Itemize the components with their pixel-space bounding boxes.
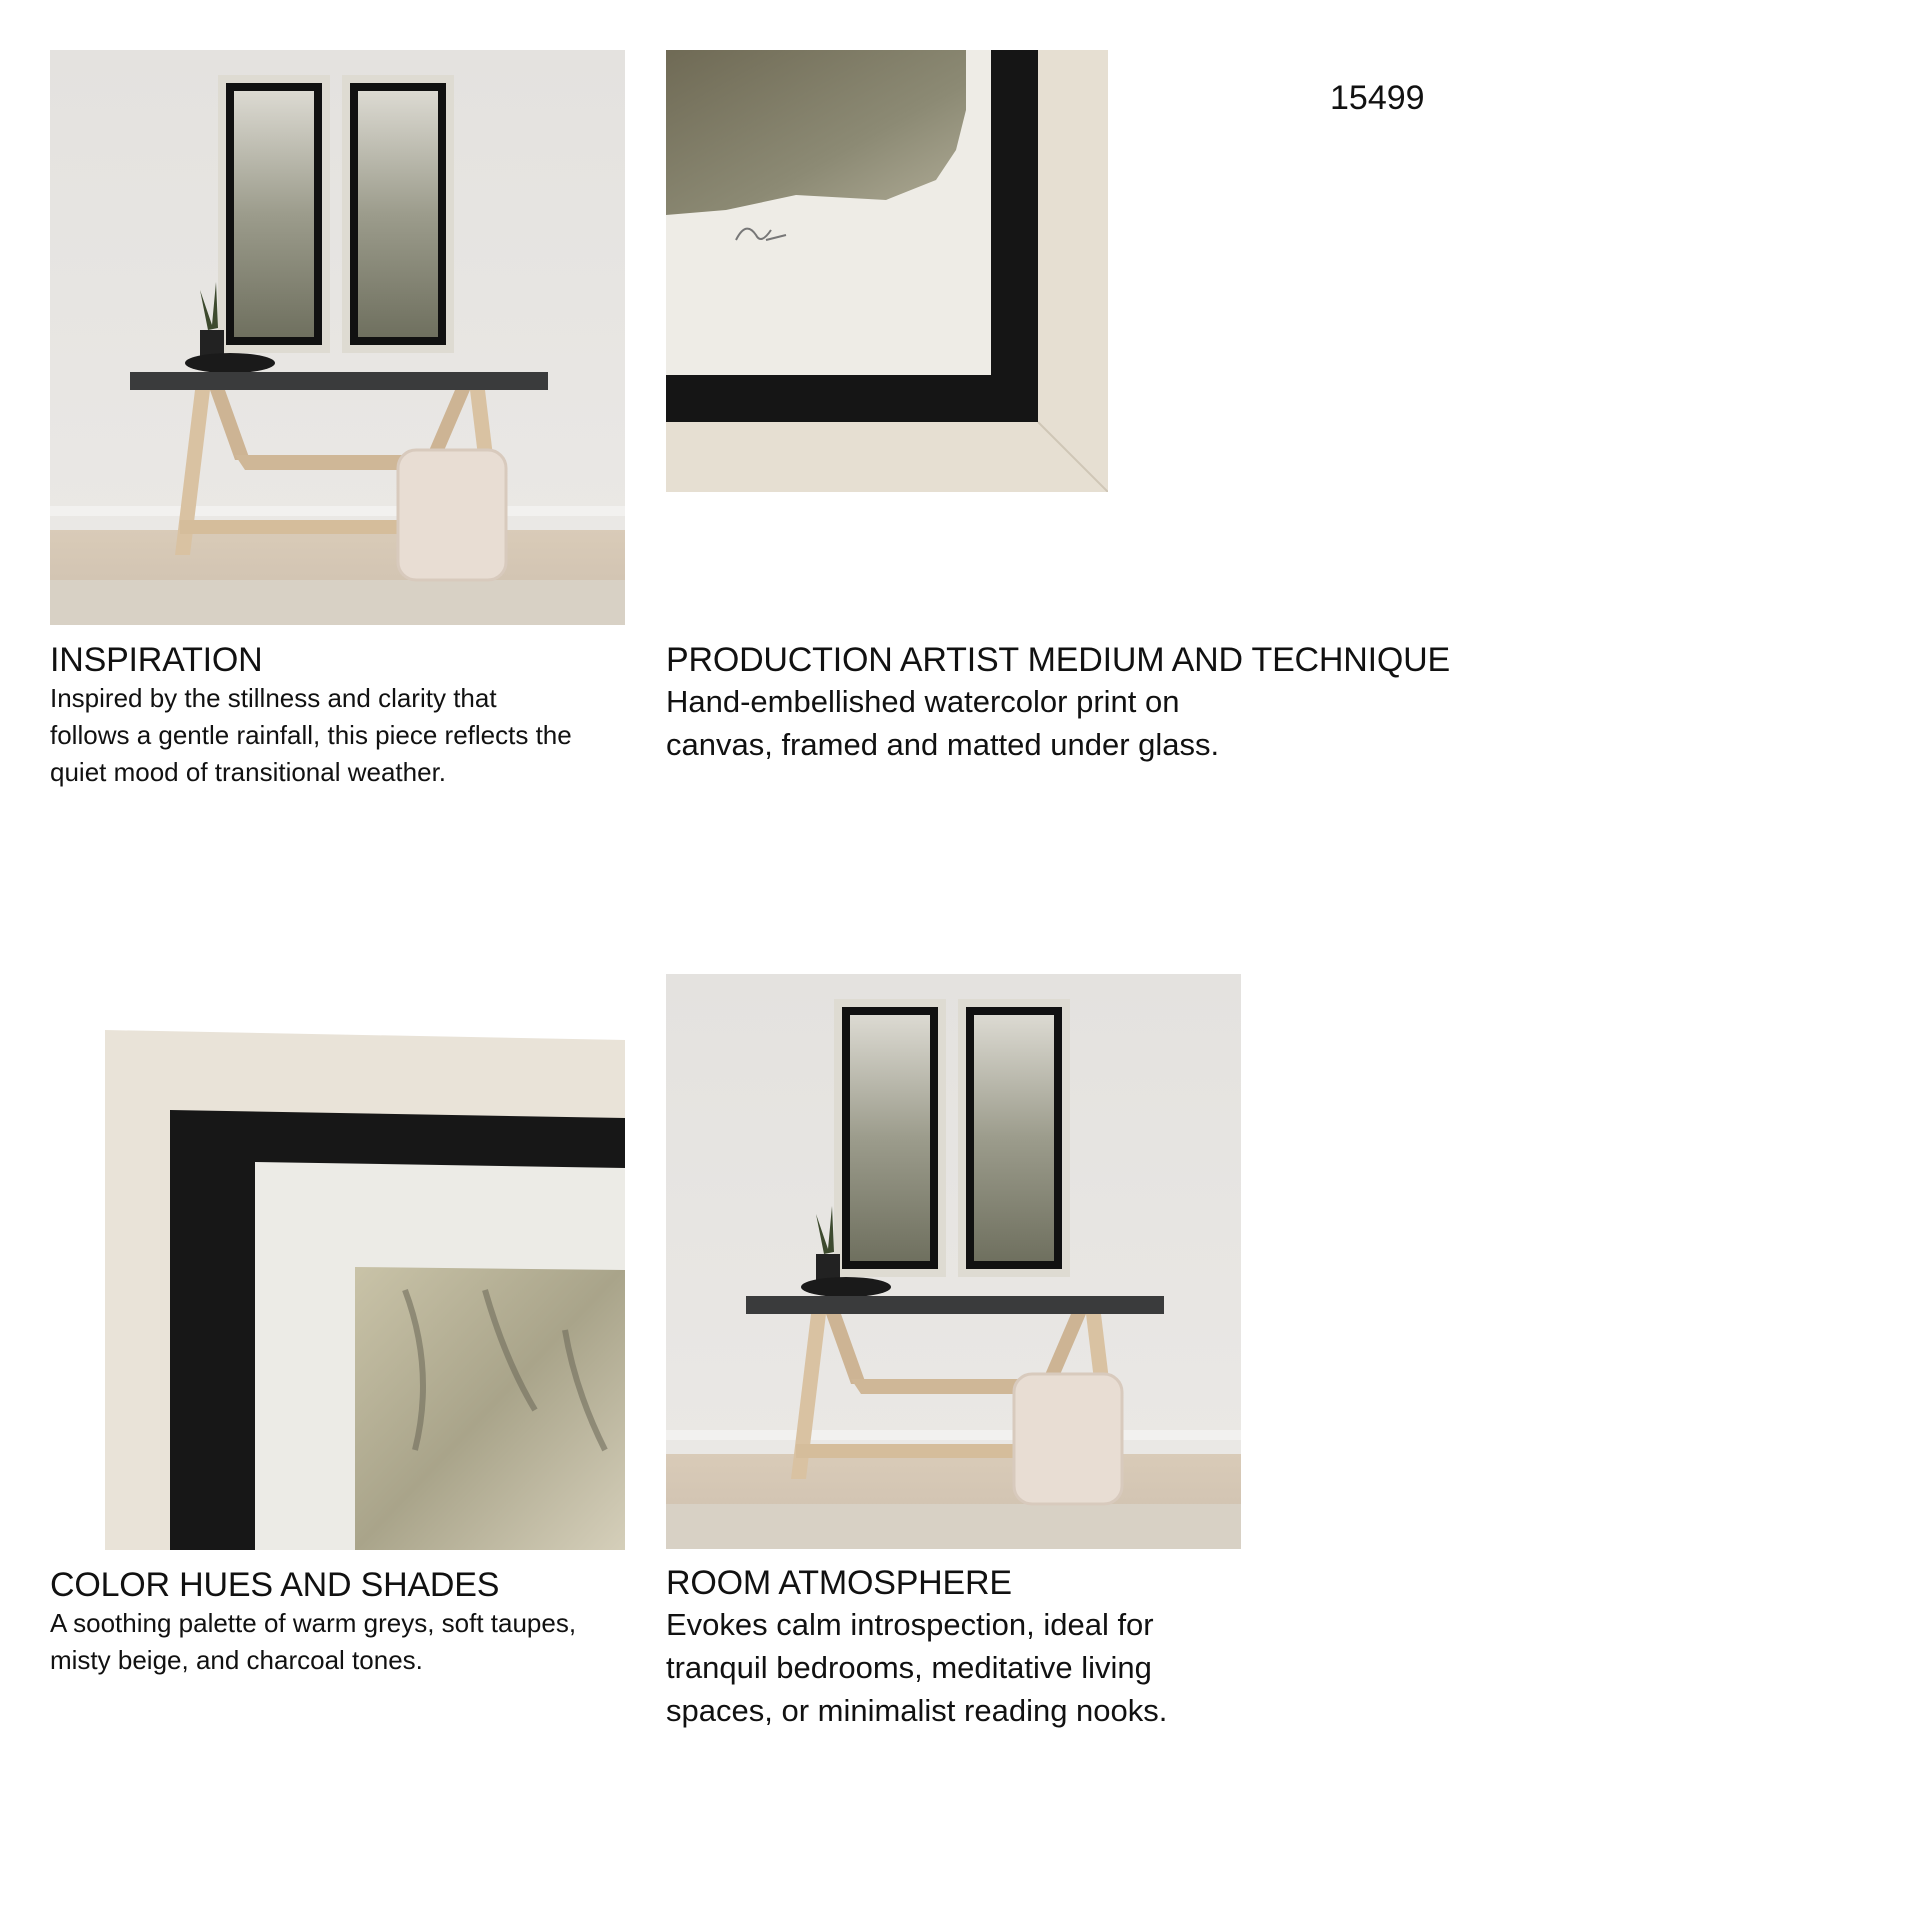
room-scene-photo <box>50 50 625 625</box>
room-scene-photo-2 <box>666 974 1241 1549</box>
inspiration-heading: INSPIRATION <box>50 641 263 679</box>
color-line-2: misty beige, and charcoal tones. <box>50 1645 423 1675</box>
frame-color-detail-photo <box>105 1030 625 1550</box>
room-heading: ROOM ATMOSPHERE <box>666 1564 1012 1602</box>
inspiration-line-3: quiet mood of transitional weather. <box>50 757 447 787</box>
color-line-1: A soothing palette of warm greys, soft taupes, <box>50 1608 577 1638</box>
production-line-2: canvas, framed and matted under glass. <box>666 727 1220 762</box>
production-line-1: Hand-embellished watercolor print on <box>666 684 1180 719</box>
inspiration-line-2: follows a gentle rainfall, this piece reflects the <box>50 720 572 750</box>
sku-number: 15499 <box>1330 79 1425 117</box>
inspiration-line-1: Inspired by the stillness and clarity that <box>50 683 497 713</box>
room-line-2: tranquil bedrooms, meditative living <box>666 1650 1152 1685</box>
color-heading: COLOR HUES AND SHADES <box>50 1566 500 1604</box>
room-line-3: spaces, or minimalist reading nooks. <box>666 1693 1168 1728</box>
production-heading: PRODUCTION ARTIST MEDIUM AND TECHNIQUE <box>666 641 1450 679</box>
frame-corner-detail-photo <box>666 50 1108 492</box>
room-line-1: Evokes calm introspection, ideal for <box>666 1607 1154 1642</box>
